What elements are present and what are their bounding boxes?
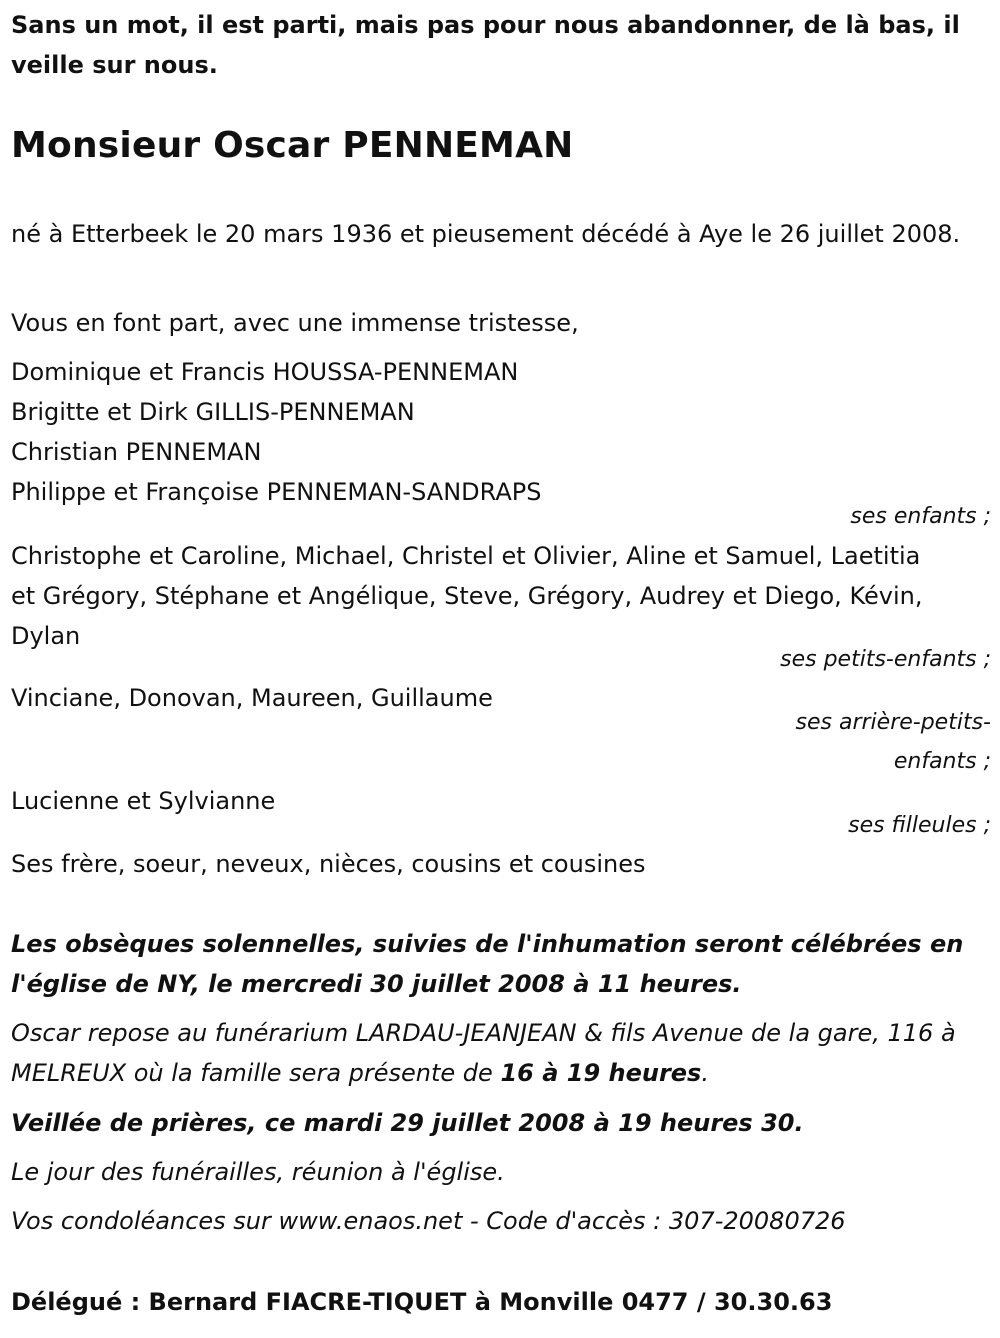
- meeting: Le jour des funérailles, réunion à l'église.: [11, 1158, 505, 1186]
- rest-hours: 16 à 19 heures: [500, 1059, 702, 1087]
- children-section: [11, 352, 991, 512]
- epigraph: Sans un mot, il est parti, mais pas pour nous abandonner, de là bas, il veille sur nous.: [11, 11, 960, 79]
- rest-text: Oscar repose au funérarium LARDAU-JEANJEAN & fils Avenue de la gare, 116 à MELREUX où la famille sera présente de: [11, 1019, 956, 1087]
- condolences: Vos condoléances sur www.enaos.net - Code d'accès : 307-20080726: [11, 1207, 846, 1235]
- funeral-announcement: Les obsèques solennelles, suivies de l'inhumation seront célébrées en l'église de NY, le mercredi 30 juillet 2008 à 11 heures.: [11, 930, 964, 998]
- goddaughters-role: ses filleules ;: [848, 813, 991, 838]
- vigil: Veillée de prières, ce mardi 29 juillet 2008 à 19 heures 30.: [11, 1109, 804, 1137]
- rest-info: [11, 1013, 976, 1093]
- rest-end: .: [701, 1059, 709, 1087]
- great-grandchildren-role-1: ses arrière-petits-: [795, 710, 991, 735]
- child-name: Dominique et Francis HOUSSA-PENNEMAN: [11, 358, 519, 386]
- goddaughters-names: Lucienne et Sylvianne: [11, 787, 276, 815]
- delegate: Délégué : Bernard FIACRE-TIQUET à Monville 0477 / 30.30.63: [11, 1288, 833, 1316]
- announcement: Vous en font part, avec une immense tristesse,: [11, 309, 579, 337]
- child-name: Christian PENNEMAN: [11, 438, 262, 466]
- relatives: Ses frère, soeur, neveux, nièces, cousins et cousines: [11, 850, 646, 878]
- grandchildren-role: ses petits-enfants ;: [780, 647, 991, 672]
- great-grandchildren-role-2: enfants ;: [893, 749, 991, 774]
- deceased-name: Monsieur Oscar PENNEMAN: [11, 125, 574, 166]
- children-role: ses enfants ;: [850, 504, 991, 529]
- great-grandchildren-names: Vinciane, Donovan, Maureen, Guillaume: [11, 684, 493, 712]
- grandchildren-names: Christophe et Caroline, Michael, Christel et Olivier, Aline et Samuel, Laetitia et Grégory, Stéphane et Angélique, Steve, Grégory, Audrey et Diego, Kévin, Dylan: [11, 542, 923, 650]
- birth-death-line: né à Etterbeek le 20 mars 1936 et pieusement décédé à Aye le 26 juillet 2008.: [11, 220, 961, 248]
- child-name: Brigitte et Dirk GILLIS-PENNEMAN: [11, 398, 415, 426]
- child-name: Philippe et Françoise PENNEMAN-SANDRAPS: [11, 478, 542, 506]
